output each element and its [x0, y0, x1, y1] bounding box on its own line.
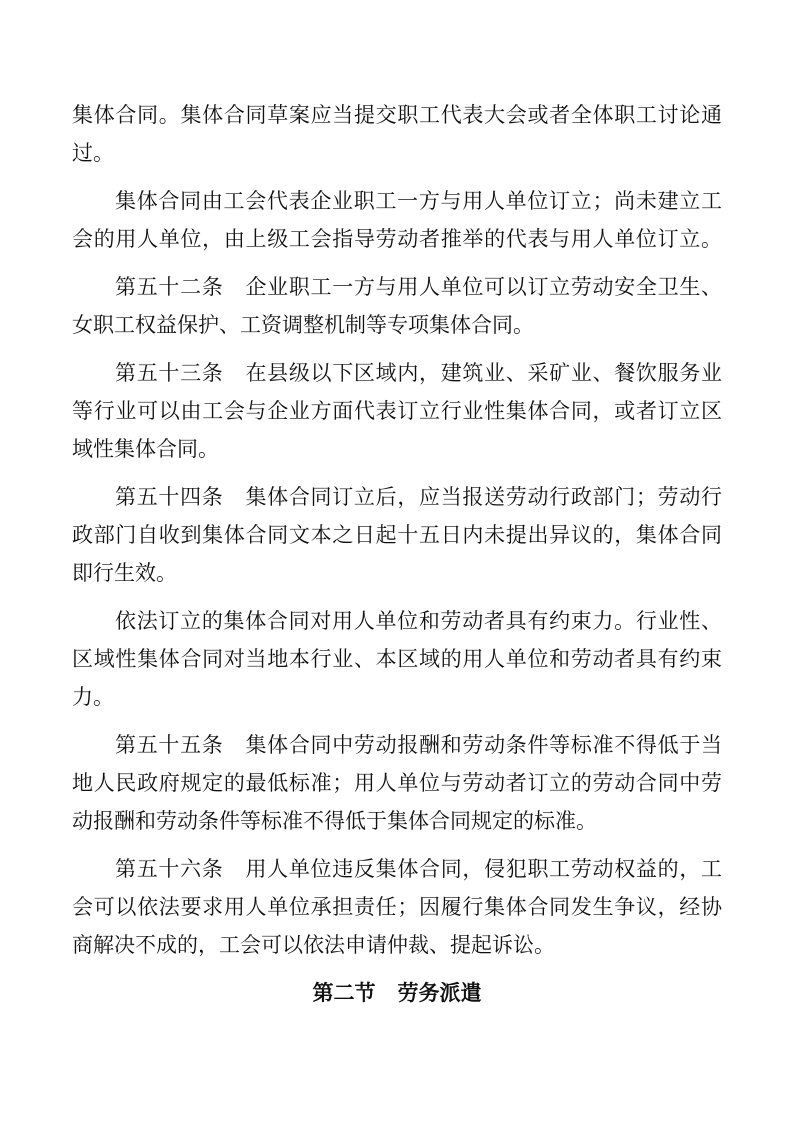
text-line: 地人民政府规定的最低标准；用人单位与劳动者订立的劳动合同中劳	[72, 771, 722, 795]
text-line: 过。	[72, 141, 114, 165]
article-text: 企业职工一方与用人单位可以订立劳动安全卫生、	[245, 275, 722, 299]
text-line	[72, 726, 722, 764]
text-line: 集体合同。集体合同草案应当提交职工代表大会或者全体职工讨论通	[72, 103, 722, 127]
paragraph	[72, 96, 722, 172]
text-line: 区域性集体合同对当地本行业、本区域的用人单位和劳动者具有约束	[72, 647, 722, 671]
section-heading	[72, 974, 722, 1012]
text-line: 会的用人单位，由上级工会指导劳动者推举的代表与用人单位订立。	[72, 227, 722, 251]
text-line	[72, 268, 722, 306]
article-56	[72, 850, 722, 964]
text-line: 集体合同由工会代表企业职工一方与用人单位订立；尚未建立工	[115, 189, 722, 213]
article-text: 集体合同订立后，应当报送劳动行政部门；劳动行	[245, 485, 722, 509]
text-line: 依法订立的集体合同对用人单位和劳动者具有约束力。行业性、	[115, 609, 722, 633]
article-number: 第五十四条	[115, 485, 224, 509]
article-text: 集体合同中劳动报酬和劳动条件等标准不得低于当	[245, 733, 722, 757]
text-line: 会可以依法要求用人单位承担责任；因履行集体合同发生争议，经协	[72, 895, 722, 919]
article-54	[72, 478, 722, 592]
article-number: 第五十三条	[115, 361, 224, 385]
article-52	[72, 268, 722, 344]
article-text: 在县级以下区域内，建筑业、采矿业、餐饮服务业	[245, 361, 722, 385]
article-text: 用人单位违反集体合同，侵犯职工劳动权益的，工	[245, 857, 722, 881]
text-line: 力。	[72, 685, 114, 709]
text-line: 政部门自收到集体合同文本之日起十五日内未提出异议的，集体合同	[72, 523, 722, 547]
article-number: 第五十五条	[115, 733, 224, 757]
text-line	[72, 354, 722, 392]
section-number: 第二节	[312, 981, 376, 1005]
article-55	[72, 726, 722, 840]
paragraph	[72, 602, 722, 716]
article-number: 第五十二条	[115, 275, 224, 299]
section-title: 劳务派遣	[397, 981, 482, 1005]
text-line	[72, 850, 722, 888]
text-line: 即行生效。	[72, 561, 177, 585]
document-page	[72, 96, 722, 1012]
article-number: 第五十六条	[115, 857, 224, 881]
article-53	[72, 354, 722, 468]
text-line: 等行业可以由工会与企业方面代表订立行业性集体合同，或者订立区	[72, 399, 722, 423]
text-line: 女职工权益保护、工资调整机制等专项集体合同。	[72, 313, 534, 337]
paragraph	[72, 182, 722, 258]
text-line: 动报酬和劳动条件等标准不得低于集体合同规定的标准。	[72, 809, 597, 833]
text-line: 商解决不成的，工会可以依法申请仲裁、提起诉讼。	[72, 933, 555, 957]
text-line	[72, 478, 722, 516]
text-line: 域性集体合同。	[72, 437, 219, 461]
